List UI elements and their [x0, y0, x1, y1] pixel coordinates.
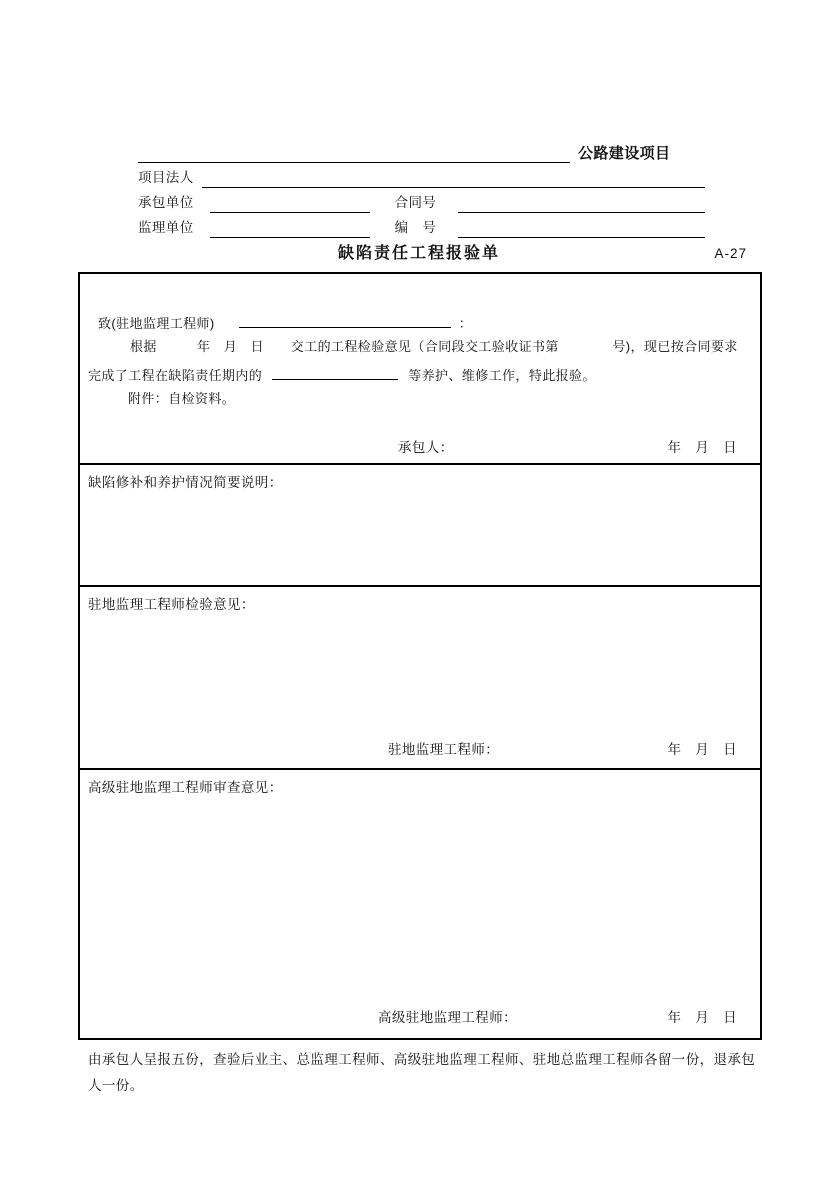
contractor-blank [210, 196, 370, 213]
footer-note: 由承包人呈报五份，查验后业主、总监理工程师、高级驻地监理工程师、驻地总监理工程师各留一份，退承包人一份。 [88, 1052, 756, 1093]
defect-summary-label: 缺陷修补和养护情况简要说明： [88, 475, 283, 490]
supervisor-label: 监理单位 [138, 220, 194, 235]
completed-line [88, 365, 760, 385]
senior-resident-engineer-sign-row [80, 1006, 760, 1026]
to-name-blank [239, 313, 451, 328]
senior-resident-engineer-sign-date: 年 月 日 [667, 1010, 737, 1025]
project-title-row [138, 138, 705, 163]
contract-no-blank [458, 196, 705, 213]
contractor-row [138, 188, 705, 213]
supervisor-row [138, 213, 705, 238]
resident-engineer-sign-label: 驻地监理工程师： [388, 742, 500, 757]
contractor-sign-row [80, 436, 760, 456]
document-header [138, 138, 705, 238]
resident-engineer-section [80, 585, 760, 768]
resident-engineer-label: 驻地监理工程师检验意见： [88, 597, 255, 612]
contract-no-label: 合同号 [394, 195, 437, 210]
project-legal-person-blank [202, 171, 705, 188]
senior-resident-engineer-sign-label: 高级驻地监理工程师： [378, 1010, 517, 1025]
to-label: 致(驻地监理工程师) [98, 316, 215, 331]
project-name-blank [138, 146, 570, 163]
to-line [98, 313, 760, 333]
resident-engineer-sign-row [80, 738, 760, 758]
contractor-sign-date: 年 月 日 [667, 440, 737, 455]
senior-resident-engineer-section [80, 768, 760, 1038]
request-section [80, 274, 760, 463]
senior-resident-engineer-label: 高级驻地监理工程师审查意见： [88, 780, 283, 795]
project-legal-person-label: 项目法人 [138, 170, 194, 185]
serial-no-blank [458, 221, 705, 238]
attachment-line: 附件：自检资料。 [128, 391, 236, 406]
title-row [0, 240, 838, 270]
form-box [78, 272, 762, 1040]
completed-blank [272, 365, 398, 380]
serial-no-label: 编 号 [394, 220, 437, 235]
project-title-suffix: 公路建设项目 [578, 145, 671, 162]
supervisor-blank [210, 221, 370, 238]
project-legal-person-row [138, 163, 705, 188]
form-title: 缺陷责任工程报验单 [337, 245, 500, 262]
form-code: A-27 [714, 246, 747, 261]
contractor-label: 承包单位 [138, 195, 194, 210]
basis-line: 根据 年 月 日 交工的工程检验意见（合同段交工验收证书第 号)，现已按合同要求 [130, 339, 738, 354]
resident-engineer-sign-date: 年 月 日 [667, 742, 737, 757]
to-colon: ： [458, 316, 473, 331]
completed-suffix: 等养护、维修工作，特此报验。 [408, 368, 596, 383]
completed-prefix: 完成了工程在缺陷责任期内的 [88, 368, 263, 383]
contractor-sign-label: 承包人： [398, 440, 454, 455]
defect-summary-section [80, 463, 760, 585]
